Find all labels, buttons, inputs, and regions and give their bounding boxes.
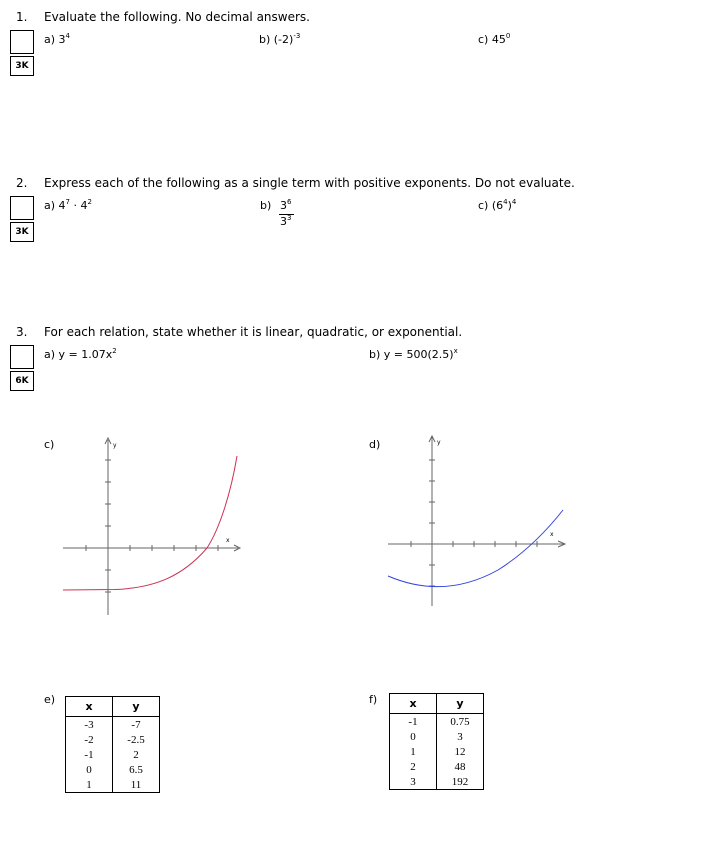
q2b-numerator: $3^6$ xyxy=(280,198,292,212)
q3c-x-axis-label: x xyxy=(226,537,230,544)
q3e-x-cell: -3 xyxy=(66,717,113,733)
q3f-x-cell: 3 xyxy=(390,774,437,790)
q3a-expression: a) $y = 1.07x^2$ xyxy=(44,347,117,361)
q3e-header-y: y xyxy=(113,697,160,717)
q3f-y-cell: 192 xyxy=(437,774,484,790)
q1b-expression: b) $(-2)^{-3}$ xyxy=(259,32,301,46)
q3f-label: f) xyxy=(369,693,378,706)
q3e-table xyxy=(65,696,160,793)
q3e-x-cell: -1 xyxy=(66,747,113,762)
table-row xyxy=(66,777,160,793)
q3f-header-x: x xyxy=(390,694,437,714)
q3c-y-axis-label: y xyxy=(113,442,117,449)
q3c-graph xyxy=(55,430,255,620)
table-row xyxy=(390,744,484,759)
q3d-x-axis-label: x xyxy=(550,531,554,538)
q3f-table xyxy=(389,693,484,790)
q2b-denominator: $3^3$ xyxy=(280,214,292,228)
q2-marks-badge: 3K xyxy=(10,222,34,242)
q3f-x-cell: -1 xyxy=(390,714,437,730)
q3f-y-cell: 3 xyxy=(437,729,484,744)
table-row xyxy=(390,729,484,744)
q3-prompt: For each relation, state whether it is linear, quadratic, or exponential. xyxy=(44,325,463,339)
q3f-y-cell: 0.75 xyxy=(437,714,484,730)
q3b-expression: b) $y = 500(2.5)^x$ xyxy=(369,347,458,361)
q2-answer-box[interactable] xyxy=(10,196,34,220)
q3f-header-y: y xyxy=(437,694,484,714)
q3e-x-cell: -2 xyxy=(66,732,113,747)
q1-answer-box[interactable] xyxy=(10,30,34,54)
table-row xyxy=(66,747,160,762)
q3f-x-cell: 0 xyxy=(390,729,437,744)
q3d-label: d) xyxy=(369,438,381,451)
q2b-label: b) xyxy=(260,199,272,212)
table-row xyxy=(390,774,484,790)
q3f-x-cell: 1 xyxy=(390,744,437,759)
table-row xyxy=(66,732,160,747)
table-row xyxy=(390,759,484,774)
q2a-expression: a) $4^7 \cdot 4^2$ xyxy=(44,198,92,212)
q3e-x-cell: 1 xyxy=(66,777,113,793)
table-row xyxy=(66,762,160,777)
q2-number: 2. xyxy=(16,176,28,190)
q3e-x-cell: 0 xyxy=(66,762,113,777)
q2c-expression: c) $(6^4)^4$ xyxy=(478,198,517,212)
q1-marks-badge: 3K xyxy=(10,56,34,76)
q3-marks-badge: 6K xyxy=(10,371,34,391)
table-row xyxy=(66,717,160,733)
q3e-label: e) xyxy=(44,693,56,706)
q3e-y-cell: 11 xyxy=(113,777,160,793)
q3-number: 3. xyxy=(16,325,28,339)
q3f-y-cell: 12 xyxy=(437,744,484,759)
q3e-header-x: x xyxy=(66,697,113,717)
q3f-x-cell: 2 xyxy=(390,759,437,774)
q3f-y-cell: 48 xyxy=(437,759,484,774)
q3d-quadratic-curve xyxy=(388,510,563,587)
q3c-exponential-curve xyxy=(63,456,237,590)
q1a-expression: a) $3^4$ xyxy=(44,32,70,46)
q3e-y-cell: -7 xyxy=(113,717,160,733)
q3e-y-cell: -2.5 xyxy=(113,732,160,747)
q1-number: 1. xyxy=(16,10,28,24)
q3d-graph xyxy=(388,430,588,620)
q3-answer-box[interactable] xyxy=(10,345,34,369)
q3c-label: c) xyxy=(44,438,55,451)
q3e-y-cell: 6.5 xyxy=(113,762,160,777)
q3e-y-cell: 2 xyxy=(113,747,160,762)
table-row xyxy=(390,714,484,730)
q3d-y-axis-label: y xyxy=(437,439,441,446)
q2-prompt: Express each of the following as a single term with positive exponents. Do not evaluate. xyxy=(44,176,575,190)
q1-prompt: Evaluate the following. No decimal answers. xyxy=(44,10,310,24)
q1c-expression: c) $45^0$ xyxy=(478,32,511,46)
